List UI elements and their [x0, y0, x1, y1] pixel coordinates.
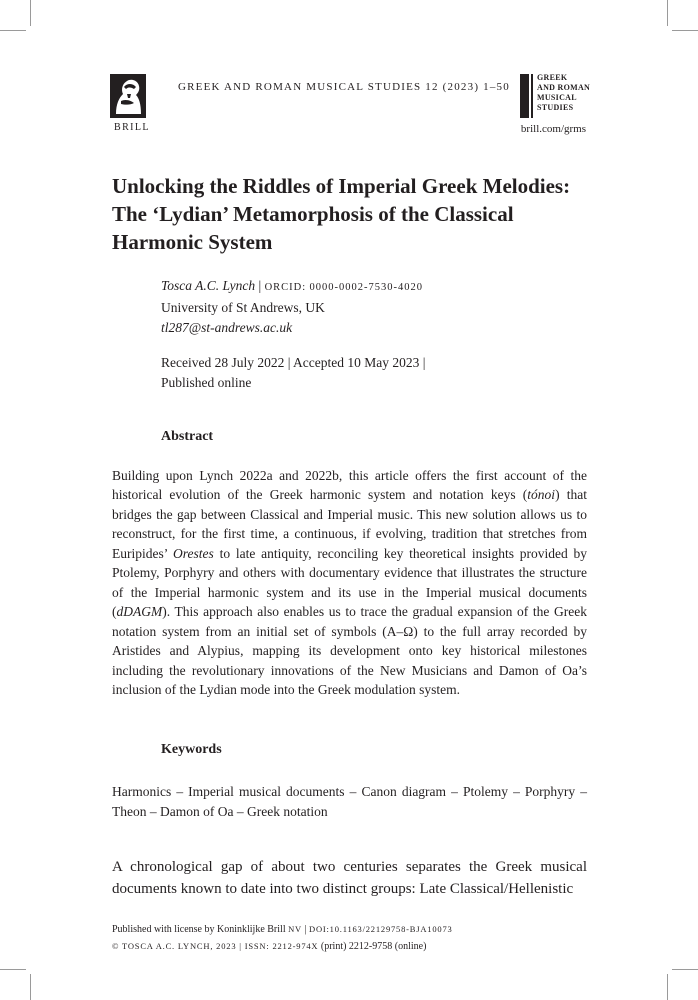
title-line-3: Harmonic System: [112, 230, 273, 254]
crop-mark-top-left: [30, 0, 31, 26]
article-dates: [161, 353, 425, 393]
dates-line-2: Published online: [161, 375, 252, 390]
author-email-link[interactable]: tl287@st-andrews.ac.uk: [161, 320, 293, 335]
footer-doi-link[interactable]: DOI:10.1163/22129758-BJA10073: [309, 924, 453, 934]
author-line: [161, 276, 423, 298]
journal-logo-text: [537, 73, 590, 113]
footer-license-line: [112, 921, 453, 938]
abstract-part: Building upon Lynch 2022a and 2022b, this article offers the first account of the historical evolution of the Greek harmonic system and notation keys (: [112, 468, 587, 503]
journal-logo-bar: [520, 74, 529, 118]
abstract-term-tonoi: tónoi: [527, 487, 556, 503]
crop-mark-top-right: [667, 0, 668, 26]
abstract-part: ) that bridges the gap between Classical and Imperial music. This new solution allows us to reconstruct, for the first time, a continuous, if evolving, tradition that stretches from Euripides’: [112, 487, 587, 561]
author-affiliation: University of St Andrews, UK: [161, 300, 325, 315]
journal-logo-line: GREEK: [537, 73, 568, 82]
keywords-text: Harmonics – Imperial musical documents – Canon diagram – Ptolemy – Porphyry – Theon – Damon of Oa – Greek notation: [112, 784, 587, 819]
athena-head-icon: [110, 74, 146, 118]
footer-separator: |: [302, 924, 310, 935]
crop-mark-bottom-right: [667, 974, 668, 1000]
abstract-term-ddagm: dDAGM: [116, 604, 163, 620]
title-line-1: Unlocking the Riddles of Imperial Greek Melodies:: [112, 174, 571, 198]
crop-mark-bottom-left-h: [0, 969, 26, 970]
footer-copyright: © TOSCA A.C. LYNCH, 2023 | ISSN: 2212-974X: [112, 941, 319, 951]
keywords-heading: Keywords: [161, 742, 222, 757]
abstract-part: to late antiquity, reconciling key theoretical insights provided by Ptolemy, Porphyry and others with documentary evidence that illustrates the structure of the Imperial harmonic system and its use in the Imperial musical documents (: [112, 545, 587, 620]
body-paragraph: A chronological gap of about two centuries separates the Greek musical documents known to date into two distinct groups: Late Classical/Hellenistic: [112, 859, 587, 897]
brill-logo: [110, 74, 146, 118]
journal-logo-line: MUSICAL: [537, 93, 577, 102]
author-separator: |: [258, 278, 262, 293]
journal-logo-line: STUDIES: [537, 103, 574, 112]
publisher-label: BRILL: [114, 122, 150, 133]
author-name: Tosca A.C. Lynch: [161, 278, 256, 293]
running-head: GREEK AND ROMAN MUSICAL STUDIES 12 (2023) 1–50: [178, 81, 510, 93]
journal-logo-bar-thin: [531, 74, 533, 118]
crop-mark-bottom-right-h: [672, 969, 698, 970]
footer-copyright-line: [112, 938, 453, 955]
title-line-2: The ‘Lydian’ Metamorphosis of the Classical: [112, 202, 514, 226]
abstract-part: ). This approach also enables us to trace the gradual expansion of the Greek notation system from an initial set of symbols (Α–Ω) to the full array recorded by Aristides and Alypius, mapping its development onto key historical milestones including the revolutionary innovations of the New Musicians and Damon of Oa’s inclusion of the Lydian mode into the Greek modulation system.: [112, 604, 587, 697]
author-block: [161, 276, 423, 338]
crop-mark-bottom-left: [30, 974, 31, 1000]
abstract-text: [112, 466, 587, 699]
footer-license-text: Published with license by Koninklijke Brill: [112, 924, 289, 935]
footer-nv: NV: [288, 924, 302, 934]
crop-mark-top-left-h: [0, 30, 26, 31]
journal-url-link[interactable]: brill.com/grms: [520, 123, 586, 135]
orcid-id-link[interactable]: 0000-0002-7530-4020: [309, 282, 424, 293]
abstract-term-orestes: Orestes: [173, 545, 214, 561]
page-footer: [112, 921, 453, 955]
footer-issn-rest: (print) 2212-9758 (online): [318, 941, 427, 952]
orcid-label: ORCID:: [264, 282, 307, 293]
journal-logo-line: AND ROMAN: [537, 83, 591, 92]
abstract-heading: Abstract: [161, 429, 214, 444]
article-title: [112, 172, 592, 256]
dates-line-1: Received 28 July 2022 | Accepted 10 May 2023 |: [161, 355, 426, 370]
crop-mark-top-right-h: [672, 30, 698, 31]
